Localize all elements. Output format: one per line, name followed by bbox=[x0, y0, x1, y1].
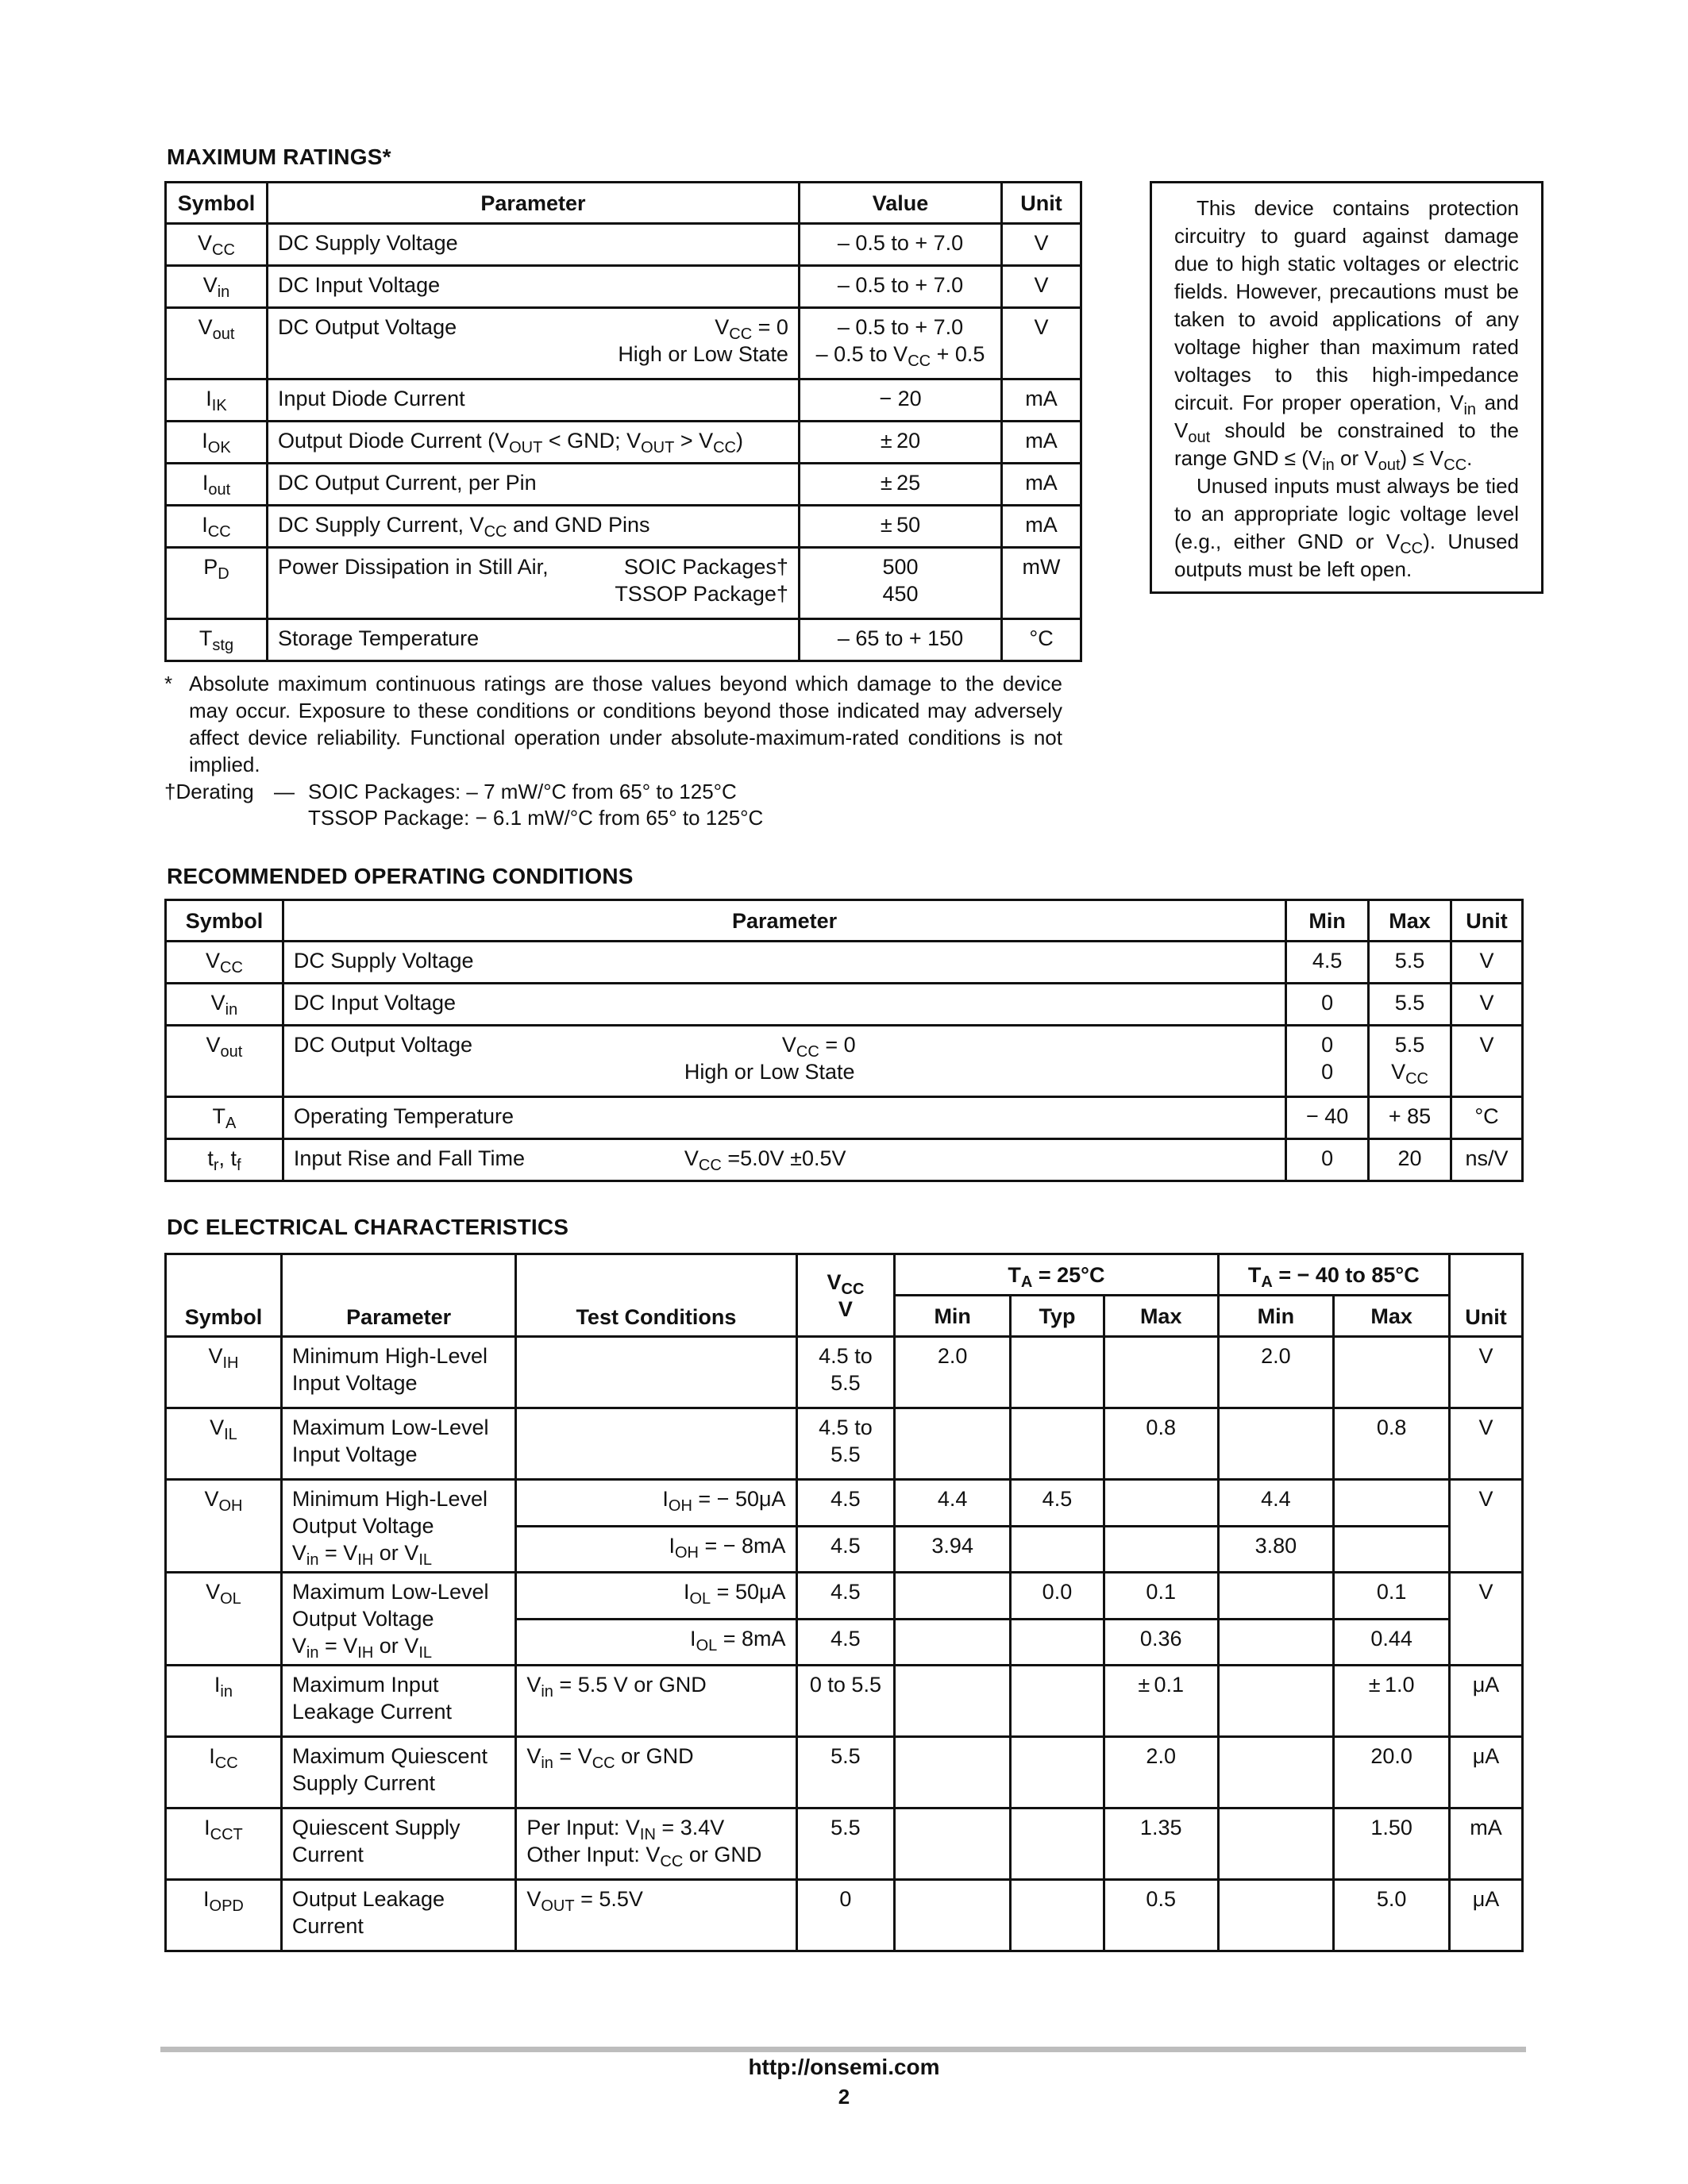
min-cell bbox=[895, 1619, 1011, 1666]
max-cell: 5.5 $V_{CC}$ bbox=[1369, 1026, 1451, 1097]
col-header: Min bbox=[895, 1296, 1011, 1337]
symbol-cell: $I_{out}$ bbox=[166, 464, 268, 506]
symbol-cell: $P_D$ bbox=[166, 548, 268, 619]
table-row bbox=[166, 619, 1081, 661]
max-cell: + 85 bbox=[1369, 1097, 1451, 1139]
col-header: Symbol bbox=[166, 183, 268, 224]
symbol-cell: $I_{OPD}$ bbox=[166, 1880, 282, 1951]
value-cell: ± 20 bbox=[799, 422, 1001, 464]
min-cell bbox=[895, 1808, 1011, 1880]
min2-cell bbox=[1218, 1808, 1334, 1880]
min2-cell bbox=[1218, 1408, 1334, 1480]
col-header: Min bbox=[1286, 900, 1369, 942]
table-row bbox=[166, 1408, 1523, 1480]
col-header: Parameter bbox=[281, 1254, 515, 1337]
vcc-cell: 0 bbox=[796, 1880, 895, 1951]
max-cell: 20 bbox=[1369, 1139, 1451, 1181]
col-header: Value bbox=[799, 183, 1001, 224]
symbol-cell: $V_{out}$ bbox=[166, 308, 268, 379]
col-header: $T_A$ = − 40 to 85°C bbox=[1218, 1254, 1449, 1296]
value-cell: – 0.5 to + 7.0 bbox=[799, 224, 1001, 266]
max-cell: 0.5 bbox=[1104, 1880, 1218, 1951]
typ-cell bbox=[1011, 1880, 1104, 1951]
rec-op-title: RECOMMENDED OPERATING CONDITIONS bbox=[167, 864, 634, 888]
unit-cell: μA bbox=[1450, 1880, 1523, 1951]
parameter-cell: Maximum Quiescent Supply Current bbox=[281, 1737, 515, 1808]
symbol-cell: $V_{in}$ bbox=[166, 984, 283, 1026]
max-cell: 2.0 bbox=[1104, 1737, 1218, 1808]
typ-cell bbox=[1011, 1408, 1104, 1480]
min2-cell bbox=[1218, 1737, 1334, 1808]
vcc-cell: 4.5 bbox=[796, 1619, 895, 1666]
parameter-cell: DC Output Voltage $V_{CC} = 0$ High or Low State bbox=[267, 308, 799, 379]
vcc-cell: 4.5 to 5.5 bbox=[796, 1337, 895, 1408]
table-row bbox=[166, 379, 1081, 422]
min-cell: 0 0 bbox=[1286, 1026, 1369, 1097]
symbol-cell: $T_{stg}$ bbox=[166, 619, 268, 661]
parameter-cell: DC Output Voltage $V_{CC} = 0$ High or Low State bbox=[283, 1026, 1285, 1097]
unit-cell: mW bbox=[1002, 548, 1081, 619]
table-row bbox=[166, 984, 1523, 1026]
rec-op-table bbox=[164, 899, 1524, 1182]
test-cell: $V_{OUT} = 5.5V$ bbox=[516, 1880, 796, 1951]
min2-cell: 3.80 bbox=[1218, 1526, 1334, 1573]
table-row bbox=[166, 1573, 1523, 1620]
col-header: Test Conditions bbox=[516, 1254, 796, 1337]
max-cell bbox=[1104, 1480, 1218, 1527]
symbol-cell: $V_{in}$ bbox=[166, 266, 268, 308]
derating-soic: SOIC Packages: – 7 mW/°C from 65° to 125°C bbox=[308, 780, 737, 803]
col-header: Unit bbox=[1450, 1254, 1523, 1337]
vcc-cell: 4.5 to 5.5 bbox=[796, 1408, 895, 1480]
typ-cell: 0.0 bbox=[1011, 1573, 1104, 1620]
max2-cell: 0.1 bbox=[1334, 1573, 1450, 1620]
min2-cell bbox=[1218, 1573, 1334, 1620]
table-row bbox=[166, 1880, 1523, 1951]
parameter-cell: DC Input Voltage bbox=[283, 984, 1285, 1026]
parameter-cell: Minimum High-Level Output Voltage $V_{in} = V_{IH}$ or $V_{IL}$ bbox=[281, 1480, 515, 1573]
parameter-cell: Output Diode Current ($V_{OUT}$ < GND; $V_{OUT} > V_{CC}$) bbox=[267, 422, 799, 464]
vcc-cell: 4.5 bbox=[796, 1480, 895, 1527]
unit-cell: V bbox=[1002, 266, 1081, 308]
min-cell: 3.94 bbox=[895, 1526, 1011, 1573]
typ-cell bbox=[1011, 1737, 1104, 1808]
unit-cell: V bbox=[1450, 1408, 1523, 1480]
test-cell: $V_{in} = V_{CC}$ or GND bbox=[516, 1737, 796, 1808]
value-cell: ± 25 bbox=[799, 464, 1001, 506]
col-header: Symbol bbox=[166, 900, 283, 942]
symbol-cell: $V_{CC}$ bbox=[166, 942, 283, 984]
min-cell: 0 bbox=[1286, 984, 1369, 1026]
table-row bbox=[166, 1480, 1523, 1527]
test-cell: Per Input: $V_{IN} = 3.4V$ Other Input: $V_{CC}$ or GND bbox=[516, 1808, 796, 1880]
max2-cell: 5.0 bbox=[1334, 1880, 1450, 1951]
min2-cell bbox=[1218, 1666, 1334, 1737]
table-row bbox=[166, 422, 1081, 464]
footer-divider bbox=[160, 2047, 1526, 2052]
table-row bbox=[166, 266, 1081, 308]
unit-cell: V bbox=[1002, 224, 1081, 266]
unit-cell: mA bbox=[1002, 379, 1081, 422]
unit-cell: °C bbox=[1451, 1097, 1523, 1139]
unit-cell: °C bbox=[1002, 619, 1081, 661]
symbol-cell: $V_{OL}$ bbox=[166, 1573, 282, 1666]
typ-cell bbox=[1011, 1526, 1104, 1573]
absolute-max-footnote: Absolute maximum continuous ratings are those values beyond which damage to the device may occur. Exposure to these conditions or conditions beyond those indicated may adversely affect device reliability. Functional operation under absolute-maximum-rated conditions is not implied. bbox=[189, 672, 1062, 776]
min-cell: 2.0 bbox=[895, 1337, 1011, 1408]
vcc-cell: 5.5 bbox=[796, 1808, 895, 1880]
min2-cell bbox=[1218, 1880, 1334, 1951]
parameter-cell: Quiescent Supply Current bbox=[281, 1808, 515, 1880]
typ-cell bbox=[1011, 1337, 1104, 1408]
parameter-cell: Operating Temperature bbox=[283, 1097, 1285, 1139]
parameter-cell: DC Supply Voltage bbox=[283, 942, 1285, 984]
derating-tssop: TSSOP Package: − 6.1 mW/°C from 65° to 125°C bbox=[308, 806, 764, 830]
symbol-cell: $V_{IL}$ bbox=[166, 1408, 282, 1480]
min-cell bbox=[895, 1573, 1011, 1620]
table-row bbox=[166, 1097, 1523, 1139]
symbol-cell: $t_r$, $t_f$ bbox=[166, 1139, 283, 1181]
min-cell: 0 bbox=[1286, 1139, 1369, 1181]
max-cell: 0.1 bbox=[1104, 1573, 1218, 1620]
min2-cell: 2.0 bbox=[1218, 1337, 1334, 1408]
max-ratings-title: MAXIMUM RATINGS* bbox=[167, 144, 391, 169]
parameter-cell: DC Supply Voltage bbox=[267, 224, 799, 266]
value-cell: ± 50 bbox=[799, 506, 1001, 548]
table-row bbox=[166, 464, 1081, 506]
table-header-row bbox=[166, 183, 1081, 224]
min-cell bbox=[895, 1666, 1011, 1737]
max2-cell bbox=[1334, 1526, 1450, 1573]
symbol-cell: $I_{IK}$ bbox=[166, 379, 268, 422]
typ-cell bbox=[1011, 1666, 1104, 1737]
min-cell bbox=[895, 1408, 1011, 1480]
vcc-cell: 4.5 bbox=[796, 1573, 895, 1620]
col-header: $T_A = 25^\circ C$ bbox=[895, 1254, 1218, 1296]
footnote-mark: * bbox=[164, 672, 173, 695]
table-row bbox=[166, 942, 1523, 984]
min2-cell: 4.4 bbox=[1218, 1480, 1334, 1527]
typ-cell bbox=[1011, 1619, 1104, 1666]
max-cell: 5.5 bbox=[1369, 942, 1451, 984]
parameter-cell: Input Diode Current bbox=[267, 379, 799, 422]
table-row bbox=[166, 1808, 1523, 1880]
col-header: Typ bbox=[1011, 1296, 1104, 1337]
parameter-cell: DC Supply Current, $V_{CC}$ and GND Pins bbox=[267, 506, 799, 548]
test-cell: $I_{OL} = 50\mu A$ bbox=[516, 1573, 796, 1620]
derating-dash: — bbox=[274, 780, 295, 803]
col-header: Unit bbox=[1002, 183, 1081, 224]
unit-cell: V bbox=[1450, 1480, 1523, 1573]
col-header: Parameter bbox=[283, 900, 1285, 942]
test-cell bbox=[516, 1337, 796, 1408]
parameter-cell: Maximum Low-Level Input Voltage bbox=[281, 1408, 515, 1480]
min-cell bbox=[895, 1880, 1011, 1951]
max2-cell bbox=[1334, 1480, 1450, 1527]
table-row bbox=[166, 308, 1081, 379]
max2-cell: 0.44 bbox=[1334, 1619, 1450, 1666]
min2-cell bbox=[1218, 1619, 1334, 1666]
table-row bbox=[166, 1139, 1523, 1181]
symbol-cell: $I_{OK}$ bbox=[166, 422, 268, 464]
col-header: Symbol bbox=[166, 1254, 282, 1337]
table-row bbox=[166, 506, 1081, 548]
test-cell: $I_{OH}$ = − 8mA bbox=[516, 1526, 796, 1573]
vcc-cell: 0 to 5.5 bbox=[796, 1666, 895, 1737]
unit-cell: mA bbox=[1002, 422, 1081, 464]
unit-cell: mA bbox=[1450, 1808, 1523, 1880]
test-cell: $I_{OH}$ = − 50μA bbox=[516, 1480, 796, 1527]
col-header: Max bbox=[1369, 900, 1451, 942]
value-cell: – 65 to + 150 bbox=[799, 619, 1001, 661]
parameter-cell: Maximum Low-Level Output Voltage $V_{in} = V_{IH}$ or $V_{IL}$ bbox=[281, 1573, 515, 1666]
symbol-cell: $V_{OH}$ bbox=[166, 1480, 282, 1573]
col-header: Max bbox=[1104, 1296, 1218, 1337]
page-number: 2 bbox=[838, 2085, 850, 2109]
symbol-cell: $V_{IH}$ bbox=[166, 1337, 282, 1408]
vcc-cell: 4.5 bbox=[796, 1526, 895, 1573]
symbol-cell: $I_{in}$ bbox=[166, 1666, 282, 1737]
max-cell: 0.36 bbox=[1104, 1619, 1218, 1666]
unit-cell: μA bbox=[1450, 1737, 1523, 1808]
min-cell bbox=[895, 1737, 1011, 1808]
max-cell: ± 0.1 bbox=[1104, 1666, 1218, 1737]
min-cell: − 40 bbox=[1286, 1097, 1369, 1139]
test-cell: $V_{in} = 5.5$ V or GND bbox=[516, 1666, 796, 1737]
max2-cell bbox=[1334, 1337, 1450, 1408]
parameter-cell: Maximum Input Leakage Current bbox=[281, 1666, 515, 1737]
max2-cell: 20.0 bbox=[1334, 1737, 1450, 1808]
symbol-cell: $I_{CCT}$ bbox=[166, 1808, 282, 1880]
typ-cell bbox=[1011, 1808, 1104, 1880]
unit-cell: μA bbox=[1450, 1666, 1523, 1737]
parameter-cell: Minimum High-Level Input Voltage bbox=[281, 1337, 515, 1408]
min-cell: 4.5 bbox=[1286, 942, 1369, 984]
parameter-cell: Output Leakage Current bbox=[281, 1880, 515, 1951]
protection-note-p2: Unused inputs must always be tied to an appropriate logic voltage level (e.g., either GND or $V_{CC}$). Unused outputs must be left open. bbox=[1174, 474, 1519, 581]
symbol-cell: $I_{CC}$ bbox=[166, 506, 268, 548]
max-ratings-table bbox=[164, 181, 1082, 662]
col-header: $V_{CC}$ V bbox=[796, 1254, 895, 1337]
value-cell: − 20 bbox=[799, 379, 1001, 422]
unit-cell: V bbox=[1451, 1026, 1523, 1097]
parameter-cell: Power Dissipation in Still Air, SOIC Packages† TSSOP Package† bbox=[267, 548, 799, 619]
parameter-cell: DC Input Voltage bbox=[267, 266, 799, 308]
parameter-cell: Input Rise and Fall Time $V_{CC} =5.0V \pm 0.5V$ bbox=[283, 1139, 1285, 1181]
max2-cell: 1.50 bbox=[1334, 1808, 1450, 1880]
max2-cell: ± 1.0 bbox=[1334, 1666, 1450, 1737]
max-cell bbox=[1104, 1337, 1218, 1408]
table-header-row bbox=[166, 1254, 1523, 1296]
parameter-cell: DC Output Current, per Pin bbox=[267, 464, 799, 506]
symbol-cell: $T_A$ bbox=[166, 1097, 283, 1139]
table-row bbox=[166, 1337, 1523, 1408]
min-cell: 4.4 bbox=[895, 1480, 1011, 1527]
max-cell: 1.35 bbox=[1104, 1808, 1218, 1880]
table-row bbox=[166, 548, 1081, 619]
dc-char-title: DC ELECTRICAL CHARACTERISTICS bbox=[167, 1215, 569, 1239]
col-header: Max bbox=[1334, 1296, 1450, 1337]
test-cell: $I_{OL} = 8mA$ bbox=[516, 1619, 796, 1666]
value-cell: – 0.5 to + 7.0 bbox=[799, 266, 1001, 308]
unit-cell: V bbox=[1451, 984, 1523, 1026]
vcc-cell: 5.5 bbox=[796, 1737, 895, 1808]
table-row bbox=[166, 224, 1081, 266]
typ-cell: 4.5 bbox=[1011, 1480, 1104, 1527]
symbol-cell: $V_{CC}$ bbox=[166, 224, 268, 266]
table-row bbox=[166, 1026, 1523, 1097]
protection-note-p1: This device contains protection circuitry to guard against damage due to high static voltages or electric fields. However, precautions must be taken to avoid applications of any voltage higher than maximum rated voltages to this high-impedance circuit. For proper operation, $V_{in}$ and $V_{out}$ should be constrained to the range GND ≤ ($V_{in}$ or $V_{out}) \le V_{CC}$. bbox=[1174, 196, 1519, 474]
unit-cell: V bbox=[1450, 1337, 1523, 1408]
value-cell: 500 450 bbox=[799, 548, 1001, 619]
derating-label: †Derating bbox=[164, 780, 254, 803]
table-row bbox=[166, 1737, 1523, 1808]
unit-cell: V bbox=[1002, 308, 1081, 379]
unit-cell: mA bbox=[1002, 506, 1081, 548]
table-header-row bbox=[166, 900, 1523, 942]
footer-url-link[interactable]: http://onsemi.com bbox=[748, 2055, 940, 2079]
unit-cell: ns/V bbox=[1451, 1139, 1523, 1181]
symbol-cell: $V_{out}$ bbox=[166, 1026, 283, 1097]
max2-cell: 0.8 bbox=[1334, 1408, 1450, 1480]
value-cell: – 0.5 to + 7.0 – 0.5 to $V_{CC} + 0.5$ bbox=[799, 308, 1001, 379]
unit-cell: V bbox=[1450, 1573, 1523, 1666]
unit-cell: mA bbox=[1002, 464, 1081, 506]
parameter-cell: Storage Temperature bbox=[267, 619, 799, 661]
protection-note bbox=[1150, 181, 1543, 594]
col-header: Unit bbox=[1451, 900, 1523, 942]
max-cell: 0.8 bbox=[1104, 1408, 1218, 1480]
table-row bbox=[166, 1666, 1523, 1737]
col-header: Parameter bbox=[267, 183, 799, 224]
max-cell bbox=[1104, 1526, 1218, 1573]
col-header: Min bbox=[1218, 1296, 1334, 1337]
dc-char-table bbox=[164, 1253, 1524, 1952]
max-cell: 5.5 bbox=[1369, 984, 1451, 1026]
symbol-cell: $I_{CC}$ bbox=[166, 1737, 282, 1808]
unit-cell: V bbox=[1451, 942, 1523, 984]
test-cell bbox=[516, 1408, 796, 1480]
